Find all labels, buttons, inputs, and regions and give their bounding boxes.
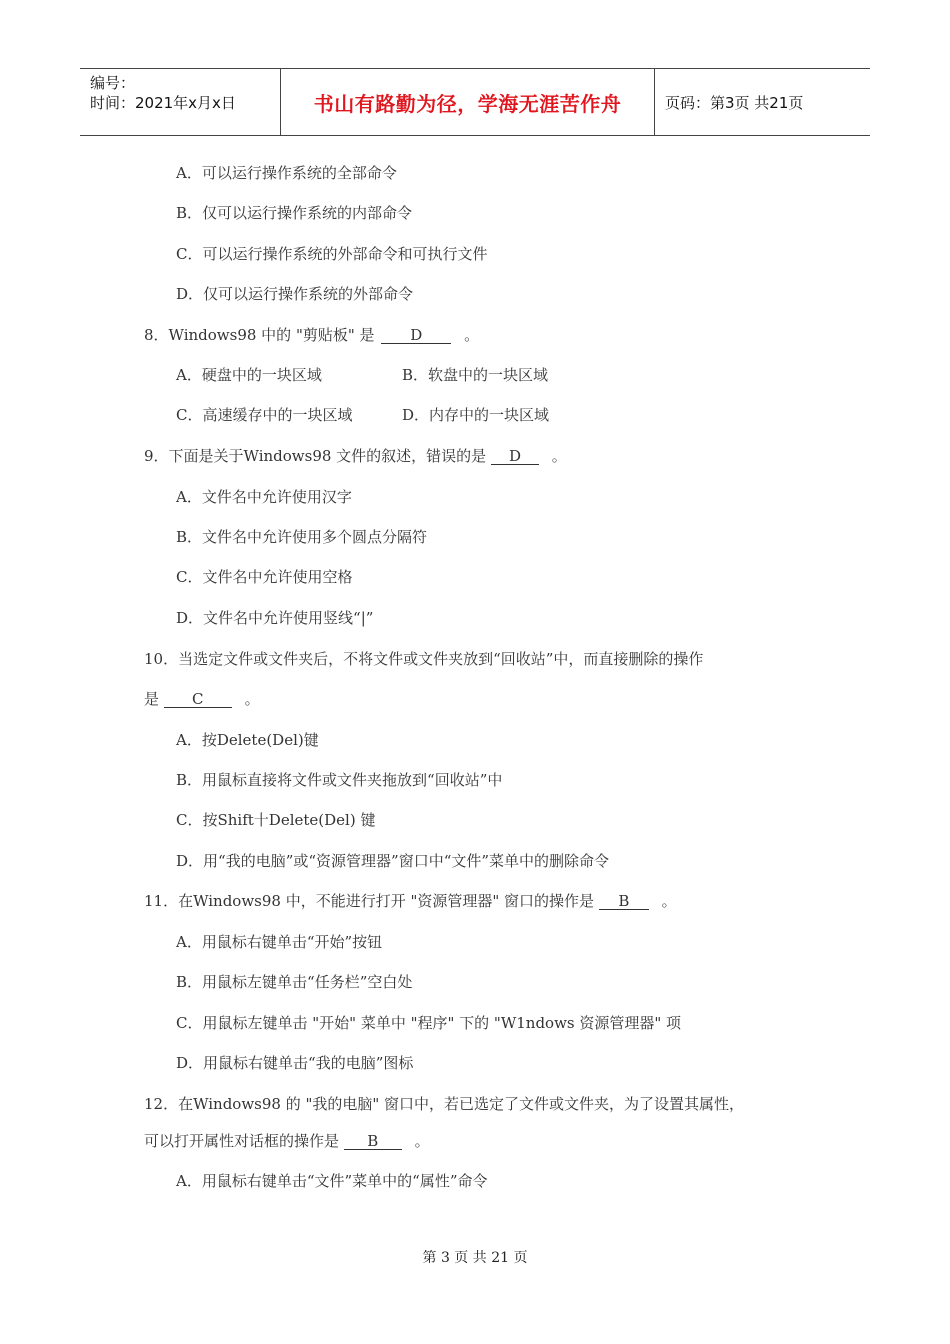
- q10-option-a: A．按Delete(Del)键: [176, 731, 319, 749]
- q11-option-c: C．用鼠标左键单击 "开始" 菜单中 "程序" 下的 "W1ndows 资源管理器" 项: [176, 1014, 682, 1032]
- q10-stem-text: 是: [144, 690, 160, 708]
- q12-option-a: A．用鼠标右键单击“文件”菜单中的“属性”命令: [176, 1172, 488, 1190]
- q11-end: 。: [661, 892, 677, 910]
- q9-stem: [144, 445, 567, 466]
- q9-option-c: C．文件名中允许使用空格: [176, 568, 353, 586]
- q12-end: 。: [414, 1132, 430, 1150]
- q11-option-d: D．用鼠标右键单击“我的电脑”图标: [176, 1054, 414, 1072]
- q9-answer: D: [491, 449, 539, 465]
- header-meta: [80, 69, 281, 135]
- q9-stem-text: 9．下面是关于Windows98 文件的叙述，错误的是: [144, 447, 487, 465]
- q10-answer: C: [164, 692, 232, 708]
- q10-stem-line1: 10．当选定文件或文件夹后，不将文件或文件夹放到“回收站”中，而直接删除的操作: [144, 650, 704, 668]
- q12-stem-line1: 12．在Windows98 的 "我的电脑" 窗口中，若已选定了文件或文件夹，为了设置其属性，: [144, 1095, 745, 1113]
- q9-option-a: A．文件名中允许使用汉字: [176, 488, 352, 506]
- q7-option-c: C．可以运行操作系统的外部命令和可执行文件: [176, 245, 488, 263]
- header-page-info: 页码：第3页 共21页: [665, 93, 804, 112]
- header-motto: 书山有路勤为径，学海无涯苦作舟: [281, 69, 655, 135]
- q11-stem: [144, 890, 677, 911]
- page-footer: 第 3 页 共 21 页: [422, 1250, 528, 1266]
- q8-stem-text: 8．Windows98 中的 "剪贴板" 是: [144, 326, 375, 344]
- q7-option-d: D．仅可以运行操作系统的外部命令: [176, 285, 414, 303]
- q8-option-d: D．内存中的一块区域: [402, 406, 550, 424]
- q9-end: 。: [551, 447, 567, 465]
- q8-option-a: A．硬盘中的一块区域: [176, 366, 322, 384]
- q11-option-a: A．用鼠标右键单击“开始”按钮: [176, 933, 383, 951]
- q12-stem-line2: [144, 1130, 430, 1151]
- q10-option-c: C．按Shift十Delete(Del) 键: [176, 811, 376, 829]
- time-label: 时间：2021年x月x日: [90, 94, 236, 112]
- q11-option-b: B．用鼠标左键单击“任务栏”空白处: [176, 973, 413, 991]
- q7-option-a: A．可以运行操作系统的全部命令: [176, 164, 397, 182]
- page-header: [80, 68, 870, 136]
- q8-stem: [144, 324, 479, 345]
- q12-answer: B: [344, 1134, 402, 1150]
- q11-answer: B: [599, 894, 649, 910]
- q8-option-c: C．高速缓存中的一块区域: [176, 406, 353, 424]
- q10-option-d: D．用“我的电脑”或“资源管理器”窗口中“文件”菜单中的删除命令: [176, 852, 610, 870]
- q10-option-b: B．用鼠标直接将文件或文件夹拖放到“回收站”中: [176, 771, 503, 789]
- q9-option-b: B．文件名中允许使用多个圆点分隔符: [176, 528, 428, 546]
- q10-end: 。: [244, 690, 260, 708]
- q7-option-b: B．仅可以运行操作系统的内部命令: [176, 204, 413, 222]
- q10-stem-line2: [144, 688, 260, 709]
- q9-option-d: D．文件名中允许使用竖线“|”: [176, 609, 374, 627]
- q8-option-b: B．软盘中的一块区域: [402, 366, 549, 384]
- q11-stem-text: 11．在Windows98 中，不能进行打开 "资源管理器" 窗口的操作是: [144, 892, 595, 910]
- q8-end: 。: [464, 326, 480, 344]
- number-label: 编号：: [90, 74, 136, 92]
- q12-stem-text: 可以打开属性对话框的操作是: [144, 1132, 340, 1150]
- q8-answer: D: [381, 328, 451, 344]
